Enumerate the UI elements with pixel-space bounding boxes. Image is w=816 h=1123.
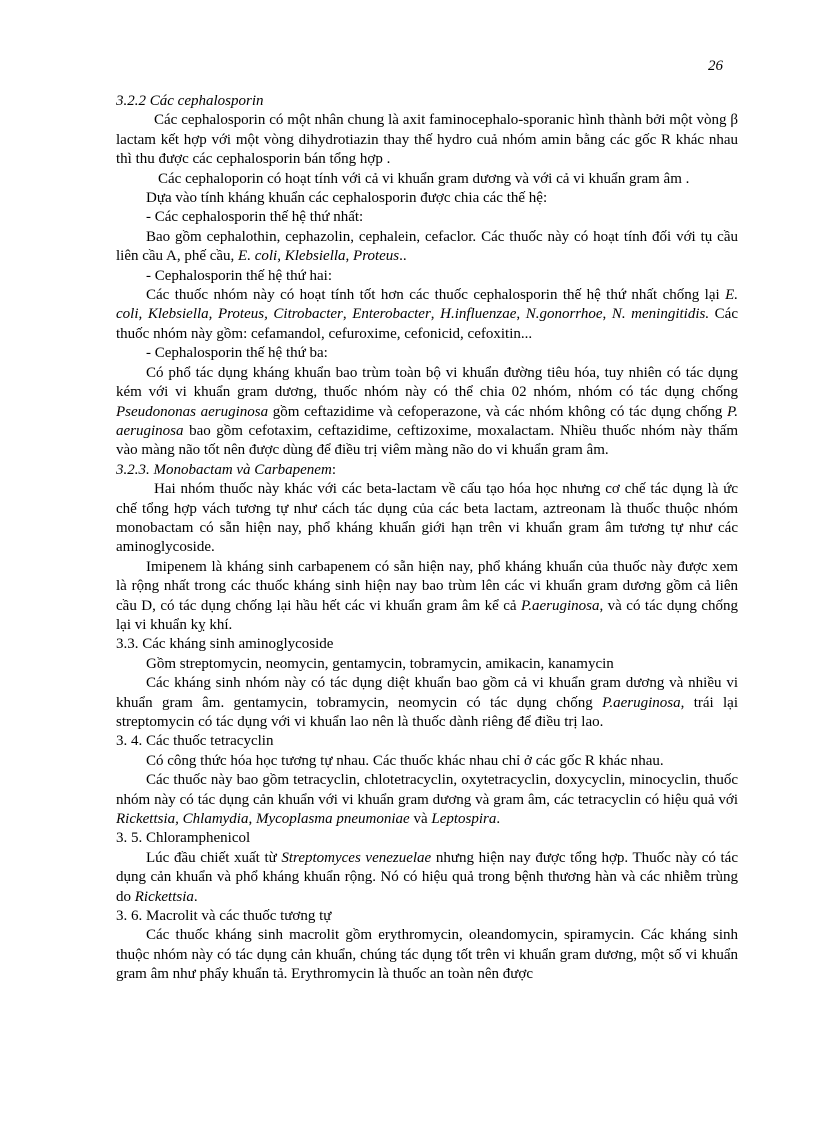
section-heading-tetracyclin: 3. 4. Các thuốc tetracyclin [116, 733, 274, 750]
section-heading-monobactam: 3.2.3. Monobactam và Carbapenem: [116, 461, 336, 478]
paragraph: Các cephalosporin có một nhân chung là axit faminocephalo-sporanic hình thành bởi một vòng β lactam kết hợp với một vòng dihydrotiazin thay thế hydro cuả nhóm amin bằng các gốc R khác nhau thì thu được các cephalosporin bán tổng hợp . [116, 112, 738, 168]
section-heading-chloramphenicol: 3. 5. Chloramphenicol [116, 830, 251, 847]
paragraph: Có công thức hóa học tương tự nhau. Các thuốc khác nhau chỉ ở các gốc R khác nhau. [146, 752, 664, 769]
paragraph: Các cephaloporin có hoạt tính với cả vi khuẩn gram dương và với cả vi khuẩn gram âm . [158, 170, 690, 187]
section-heading-aminoglycoside: 3.3. Các kháng sinh aminoglycoside [116, 636, 334, 653]
paragraph: Dựa vào tính kháng khuẩn các cephalosporin được chia các thế hệ: [146, 190, 548, 207]
list-label: - Các cephalosporin thế hệ thứ nhất: [146, 209, 364, 226]
paragraph: Gồm streptomycin, neomycin, gentamycin, tobramycin, amikacin, kanamycin [146, 655, 614, 672]
section-heading-macrolit: 3. 6. Macrolit và các thuốc tương tự [116, 908, 332, 925]
paragraph: Các thuốc này bao gồm tetracyclin, chlotetracyclin, oxytetracyclin, doxycyclin, minocyclin, thuốc nhóm này có tác dụng cản khuẩn với vi khuẩn gram dương và gram âm, các tetracyclin có hiệu quả với Rickettsia, Chlamydia, Mycoplasma pneumoniae và Leptospira. [116, 772, 738, 828]
paragraph: Các thuốc nhóm này có hoạt tính tốt hơn các thuốc cephalosporin thế hệ thứ nhất chống lại E. coli, Klebsiella, Proteus, Citrobacter, Enterobacter, H.influenzae, N.gonorrhoe, N. meningitidis. Các thuốc nhóm này gồm: cefamandol, cefuroxime, cefonicid, cefoxitin... [116, 287, 738, 342]
paragraph: Các kháng sinh nhóm này có tác dụng diệt khuẩn bao gồm cả vi khuẩn gram dương và nhiều vi khuẩn gram âm. gentamycin, tobramycin, neomycin có tác dụng chống P.aeruginosa, trái lại streptomycin có tác dụng với vi khuẩn lao nên là thuốc dành riêng để điều trị lao. [116, 675, 739, 730]
list-label: - Cephalosporin thế hệ thứ hai: [146, 267, 333, 284]
paragraph: Bao gồm cephalothin, cephazolin, cephalein, cefaclor. Các thuốc này có hoạt tính đối với tụ cầu liên cầu A, phế cầu, E. coli, Klebsiella, Proteus.. [116, 228, 738, 265]
page-number: 26 [708, 58, 723, 74]
paragraph: Imipenem là kháng sinh carbapenem có sẵn hiện nay, phổ kháng khuẩn của thuốc này được xem là rộng nhất trong các thuốc kháng sinh hiện nay bao trùm lên các vi khuẩn gram dương gồm cả liên cầu D, có tác dụng chống lại hầu hết các vi khuẩn gram âm kể cả P.aeruginosa, và có tác dụng chống lại vi khuẩn kỵ khí. [116, 558, 738, 633]
page-body [116, 92, 738, 985]
paragraph: Các thuốc kháng sinh macrolit gồm erythromycin, oleandomycin, spiramycin. Các kháng sinh thuộc nhóm này có tác dụng cản khuẩn, chúng tác dụng tốt trên vi khuẩn gram dương, một số vi khuẩn gram âm như phẩy khuẩn tả. Erythromycin là thuốc an toàn nên được [116, 927, 738, 983]
paragraph: Lúc đầu chiết xuất từ Streptomyces venezuelae nhưng hiện nay được tổng hợp. Thuốc này có tác dụng cản khuẩn và phổ kháng khuẩn rộng. Nó có hiệu quả trong bệnh thương hàn và các nhiễm trùng do Rickettsia. [116, 849, 738, 905]
paragraph: Hai nhóm thuốc này khác với các beta-lactam về cấu tạo hóa học nhưng cơ chế tác dụng là ức chế tổng hợp vách tương tự như cách tác dụng của các beta lactam, aztreonam là thuốc thuộc nhóm monobactam có sẵn hiện nay, phổ kháng khuẩn giới hạn trên vi khuẩn gram âm tương tự như các aminoglycoside. [116, 481, 738, 556]
list-label: - Cephalosporin thế hệ thứ ba: [146, 345, 328, 362]
paragraph: Có phổ tác dụng kháng khuẩn bao trùm toàn bộ vi khuẩn đường tiêu hóa, tuy nhiên có tác dụng kém với vi khuẩn gram dương, thuốc nhóm này có thể chia 02 nhóm, nhóm có tác dụng chống Pseudononas aeruginosa gồm ceftazidime và cefoperazone, và các nhóm không có tác dụng chống P. aeruginosa bao gồm cefotaxim, ceftazidime, ceftizoxime, moxalactam. Nhiều thuốc nhóm này thấm vào màng não tốt nên được dùng để điều trị viêm màng não do vi khuẩn gram âm. [116, 364, 739, 459]
section-heading-cephalosporin: 3.2.2 Các cephalosporin [116, 93, 264, 109]
